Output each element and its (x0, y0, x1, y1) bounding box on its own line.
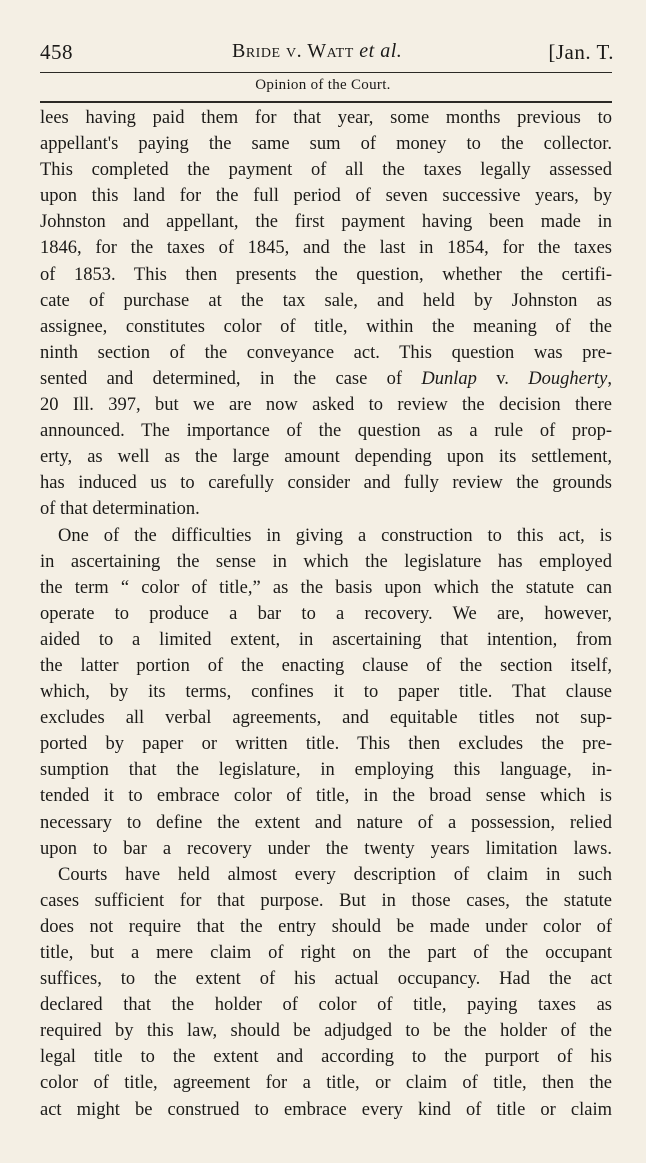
text-line: suffices, to the extent of his actual occupancy. Had the act (40, 969, 612, 990)
term-label: [Jan. T. (548, 40, 614, 64)
opinion-text (40, 105, 612, 1123)
header-rule (40, 72, 612, 73)
text-line: has induced us to carefully consider and fully review the grounds (40, 473, 612, 494)
text-line: tended it to embrace color of title, in the broad sense which is (40, 786, 612, 807)
text-line: of that determination. (40, 499, 200, 520)
text-line: cases sufficient for that purpose. But in those cases, the statute (40, 890, 612, 911)
citation-defendant: Dougherty (528, 368, 608, 389)
citation-versus: v. (476, 368, 529, 389)
text-line: This completed the payment of all the taxes legally assessed (40, 160, 612, 181)
page-number: 458 (40, 40, 73, 64)
text-line: of 1853. This then presents the question, whether the certifi- (40, 264, 612, 285)
text-line: erty, as well as the large amount depending upon its settlement, (40, 447, 612, 468)
section-heading: Opinion of the Court. (255, 77, 391, 93)
text-line: sumption that the legislature, in employing this language, in- (40, 760, 612, 781)
citation-prefix: sented and determined, in the case of (40, 368, 422, 389)
text-line: ninth section of the conveyance act. This question was pre- (40, 342, 612, 363)
text-line: which, by its terms, confines it to paper title. That clause (40, 682, 612, 703)
text-line: legal title to the extent and according to the purport of his (40, 1047, 612, 1068)
running-title (232, 40, 402, 63)
text-line: announced. The importance of the question as a rule of prop- (40, 421, 612, 442)
citation-plaintiff: Dunlap (421, 368, 477, 389)
running-title-parties: Bride v. Watt (232, 40, 354, 62)
text-line: appellant's paying the same sum of money to the collector. (40, 134, 612, 155)
text-line: required by this law, should be adjudged to be the holder of the (40, 1021, 612, 1042)
text-line: upon this land for the full period of seven successive years, by (40, 186, 612, 207)
text-line: Johnston and appellant, the first payment having been made in (40, 212, 612, 233)
text-line: upon to bar a recovery under the twenty years limitation laws. (40, 838, 612, 859)
citation-suffix: , (607, 368, 612, 389)
paragraph-start: Courts have held almost every description of claim in such (58, 864, 612, 885)
text-line: aided to a limited extent, in ascertaining that intention, from (40, 629, 612, 650)
text-line: operate to produce a bar to a recovery. We are, however, (40, 603, 612, 624)
text-line: ported by paper or written title. This then excludes the pre- (40, 734, 612, 755)
text-line: assignee, constitutes color of title, within the meaning of the (40, 316, 612, 337)
text-line: 20 Ill. 397, but we are now asked to review the decision there (40, 395, 612, 416)
text-line: necessary to define the extent and nature of a possession, relied (40, 812, 612, 833)
text-line: declared that the holder of color of title, paying taxes as (40, 995, 612, 1016)
running-title-suffix: et al. (359, 40, 403, 62)
text-line: title, but a mere claim of right on the part of the occupant (40, 943, 612, 963)
text-line: excludes all verbal agreements, and equitable titles not sup- (40, 708, 612, 729)
text-line: lees having paid them for that year, some months previous to (40, 108, 612, 128)
text-line: color of title, agreement for a title, or claim of title, then the (40, 1073, 612, 1094)
running-header (40, 40, 614, 72)
heading-rule (40, 101, 612, 103)
text-line: cate of purchase at the tax sale, and held by Johnston as (40, 290, 612, 311)
text-line: does not require that the entry should be made under color of (40, 916, 612, 937)
text-line: the term “ color of title,” as the basis upon which the statute can (40, 577, 612, 598)
text-line: 1846, for the taxes of 1845, and the last in 1854, for the taxes (40, 238, 612, 259)
text-line-case-citation (40, 366, 612, 392)
text-line: act might be construed to embrace every kind of title or claim (40, 1099, 612, 1120)
paragraph-start: One of the difficulties in giving a construction to this act, is (58, 525, 612, 546)
text-line: in ascertaining the sense in which the legislature has employed (40, 551, 612, 572)
text-line: the latter portion of the enacting clause of the section itself, (40, 655, 612, 676)
